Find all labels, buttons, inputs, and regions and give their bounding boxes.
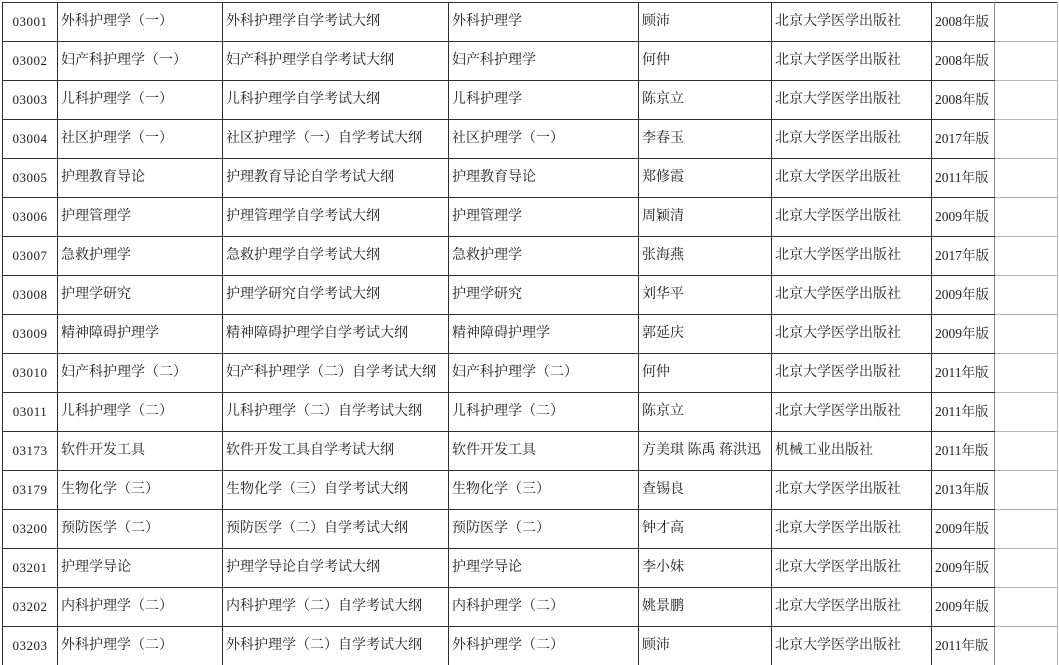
table-row [3, 432, 1058, 471]
course-name-cell: 预防医学（二） [58, 510, 223, 549]
course-code-cell: 03200 [3, 510, 58, 549]
textbook-title-cell: 护理管理学 [449, 198, 639, 237]
author-cell: 刘华平 [639, 276, 772, 315]
table-row [3, 198, 1058, 237]
course-name-cell: 护理学导论 [58, 549, 223, 588]
publisher-cell: 北京大学医学出版社 [772, 159, 932, 198]
notes-cell [995, 627, 1058, 665]
exam-outline-cell: 护理学导论自学考试大纲 [223, 549, 449, 588]
table-row [3, 549, 1058, 588]
exam-outline-cell: 外科护理学自学考试大纲 [223, 3, 449, 42]
author-cell: 张海燕 [639, 237, 772, 276]
course-code-cell: 03007 [3, 237, 58, 276]
exam-outline-cell: 生物化学（三）自学考试大纲 [223, 471, 449, 510]
notes-cell [995, 315, 1058, 354]
course-code-cell: 03002 [3, 42, 58, 81]
publisher-cell: 北京大学医学出版社 [772, 276, 932, 315]
exam-outline-cell: 外科护理学（二）自学考试大纲 [223, 627, 449, 665]
author-cell: 姚景鹏 [639, 588, 772, 627]
edition-year-cell: 2009年版 [932, 510, 995, 549]
publisher-cell: 北京大学医学出版社 [772, 393, 932, 432]
publisher-cell: 北京大学医学出版社 [772, 198, 932, 237]
exam-outline-cell: 急救护理学自学考试大纲 [223, 237, 449, 276]
publisher-cell: 北京大学医学出版社 [772, 315, 932, 354]
course-code-cell: 03011 [3, 393, 58, 432]
textbook-title-cell: 护理学导论 [449, 549, 639, 588]
publisher-cell: 北京大学医学出版社 [772, 354, 932, 393]
edition-year-cell: 2017年版 [932, 120, 995, 159]
course-name-cell: 内科护理学（二） [58, 588, 223, 627]
textbook-title-cell: 妇产科护理学（二） [449, 354, 639, 393]
course-name-cell: 社区护理学（一） [58, 120, 223, 159]
course-name-cell: 妇产科护理学（一） [58, 42, 223, 81]
publisher-cell: 北京大学医学出版社 [772, 120, 932, 159]
notes-cell [995, 120, 1058, 159]
course-name-cell: 外科护理学（二） [58, 627, 223, 665]
course-code-cell: 03001 [3, 3, 58, 42]
textbook-title-cell: 预防医学（二） [449, 510, 639, 549]
exam-outline-cell: 预防医学（二）自学考试大纲 [223, 510, 449, 549]
publisher-cell: 北京大学医学出版社 [772, 81, 932, 120]
exam-outline-cell: 妇产科护理学自学考试大纲 [223, 42, 449, 81]
notes-cell [995, 276, 1058, 315]
textbook-title-cell: 外科护理学（二） [449, 627, 639, 665]
exam-outline-cell: 护理教育导论自学考试大纲 [223, 159, 449, 198]
author-cell: 李春玉 [639, 120, 772, 159]
course-name-cell: 护理教育导论 [58, 159, 223, 198]
textbook-title-cell: 护理学研究 [449, 276, 639, 315]
edition-year-cell: 2011年版 [932, 393, 995, 432]
author-cell: 方美琪 陈禹 蒋洪迅 [639, 432, 772, 471]
edition-year-cell: 2013年版 [932, 471, 995, 510]
table-row [3, 627, 1058, 665]
exam-outline-cell: 内科护理学（二）自学考试大纲 [223, 588, 449, 627]
publisher-cell: 北京大学医学出版社 [772, 3, 932, 42]
course-name-cell: 护理学研究 [58, 276, 223, 315]
edition-year-cell: 2017年版 [932, 237, 995, 276]
textbook-title-cell: 精神障碍护理学 [449, 315, 639, 354]
author-cell: 查锡良 [639, 471, 772, 510]
table-row [3, 588, 1058, 627]
textbook-title-cell: 社区护理学（一） [449, 120, 639, 159]
course-name-cell: 护理管理学 [58, 198, 223, 237]
author-cell: 陈京立 [639, 81, 772, 120]
exam-outline-cell: 护理学研究自学考试大纲 [223, 276, 449, 315]
author-cell: 陈京立 [639, 393, 772, 432]
notes-cell [995, 588, 1058, 627]
course-code-cell: 03179 [3, 471, 58, 510]
notes-cell [995, 159, 1058, 198]
course-name-cell: 精神障碍护理学 [58, 315, 223, 354]
author-cell: 郭延庆 [639, 315, 772, 354]
edition-year-cell: 2011年版 [932, 159, 995, 198]
edition-year-cell: 2011年版 [932, 432, 995, 471]
course-code-cell: 03005 [3, 159, 58, 198]
exam-outline-cell: 软件开发工具自学考试大纲 [223, 432, 449, 471]
table-row [3, 3, 1058, 42]
table-body [3, 3, 1058, 665]
table-row [3, 42, 1058, 81]
notes-cell [995, 198, 1058, 237]
course-name-cell: 生物化学（三） [58, 471, 223, 510]
table-row [3, 237, 1058, 276]
textbook-title-cell: 儿科护理学（二） [449, 393, 639, 432]
course-code-cell: 03003 [3, 81, 58, 120]
author-cell: 顾沛 [639, 627, 772, 665]
table-row [3, 276, 1058, 315]
notes-cell [995, 393, 1058, 432]
course-code-cell: 03202 [3, 588, 58, 627]
textbook-title-cell: 儿科护理学 [449, 81, 639, 120]
course-name-cell: 儿科护理学（一） [58, 81, 223, 120]
course-name-cell: 急救护理学 [58, 237, 223, 276]
publisher-cell: 北京大学医学出版社 [772, 42, 932, 81]
publisher-cell: 北京大学医学出版社 [772, 549, 932, 588]
notes-cell [995, 354, 1058, 393]
author-cell: 何仲 [639, 354, 772, 393]
table-row [3, 354, 1058, 393]
course-code-cell: 03008 [3, 276, 58, 315]
author-cell: 顾沛 [639, 3, 772, 42]
table-row [3, 315, 1058, 354]
publisher-cell: 机械工业出版社 [772, 432, 932, 471]
author-cell: 周颖清 [639, 198, 772, 237]
author-cell: 钟才高 [639, 510, 772, 549]
table-row [3, 510, 1058, 549]
course-name-cell: 外科护理学（一） [58, 3, 223, 42]
edition-year-cell: 2009年版 [932, 549, 995, 588]
notes-cell [995, 510, 1058, 549]
publisher-cell: 北京大学医学出版社 [772, 471, 932, 510]
author-cell: 郑修霞 [639, 159, 772, 198]
course-name-cell: 妇产科护理学（二） [58, 354, 223, 393]
course-code-cell: 03201 [3, 549, 58, 588]
publisher-cell: 北京大学医学出版社 [772, 627, 932, 665]
notes-cell [995, 432, 1058, 471]
edition-year-cell: 2011年版 [932, 627, 995, 665]
table-row [3, 393, 1058, 432]
textbook-title-cell: 急救护理学 [449, 237, 639, 276]
publisher-cell: 北京大学医学出版社 [772, 588, 932, 627]
textbook-title-cell: 生物化学（三） [449, 471, 639, 510]
course-name-cell: 软件开发工具 [58, 432, 223, 471]
publisher-cell: 北京大学医学出版社 [772, 237, 932, 276]
notes-cell [995, 549, 1058, 588]
course-code-cell: 03009 [3, 315, 58, 354]
edition-year-cell: 2008年版 [932, 81, 995, 120]
course-code-cell: 03004 [3, 120, 58, 159]
exam-outline-cell: 儿科护理学（二）自学考试大纲 [223, 393, 449, 432]
edition-year-cell: 2009年版 [932, 276, 995, 315]
textbook-title-cell: 外科护理学 [449, 3, 639, 42]
table-row [3, 120, 1058, 159]
notes-cell [995, 42, 1058, 81]
course-code-cell: 03173 [3, 432, 58, 471]
textbook-title-cell: 软件开发工具 [449, 432, 639, 471]
notes-cell [995, 471, 1058, 510]
publisher-cell: 北京大学医学出版社 [772, 510, 932, 549]
exam-outline-cell: 精神障碍护理学自学考试大纲 [223, 315, 449, 354]
notes-cell [995, 3, 1058, 42]
edition-year-cell: 2009年版 [932, 588, 995, 627]
table-row [3, 81, 1058, 120]
table-row [3, 159, 1058, 198]
course-code-cell: 03203 [3, 627, 58, 665]
textbook-title-cell: 护理教育导论 [449, 159, 639, 198]
course-code-cell: 03006 [3, 198, 58, 237]
course-name-cell: 儿科护理学（二） [58, 393, 223, 432]
textbook-title-cell: 内科护理学（二） [449, 588, 639, 627]
course-code-cell: 03010 [3, 354, 58, 393]
author-cell: 何仲 [639, 42, 772, 81]
author-cell: 李小妹 [639, 549, 772, 588]
edition-year-cell: 2011年版 [932, 354, 995, 393]
exam-outline-cell: 儿科护理学自学考试大纲 [223, 81, 449, 120]
edition-year-cell: 2008年版 [932, 42, 995, 81]
edition-year-cell: 2009年版 [932, 198, 995, 237]
table-row [3, 471, 1058, 510]
notes-cell [995, 237, 1058, 276]
edition-year-cell: 2008年版 [932, 3, 995, 42]
notes-cell [995, 81, 1058, 120]
edition-year-cell: 2009年版 [932, 315, 995, 354]
exam-outline-cell: 社区护理学（一）自学考试大纲 [223, 120, 449, 159]
textbook-title-cell: 妇产科护理学 [449, 42, 639, 81]
course-textbook-table [2, 2, 1058, 665]
exam-outline-cell: 妇产科护理学（二）自学考试大纲 [223, 354, 449, 393]
exam-outline-cell: 护理管理学自学考试大纲 [223, 198, 449, 237]
